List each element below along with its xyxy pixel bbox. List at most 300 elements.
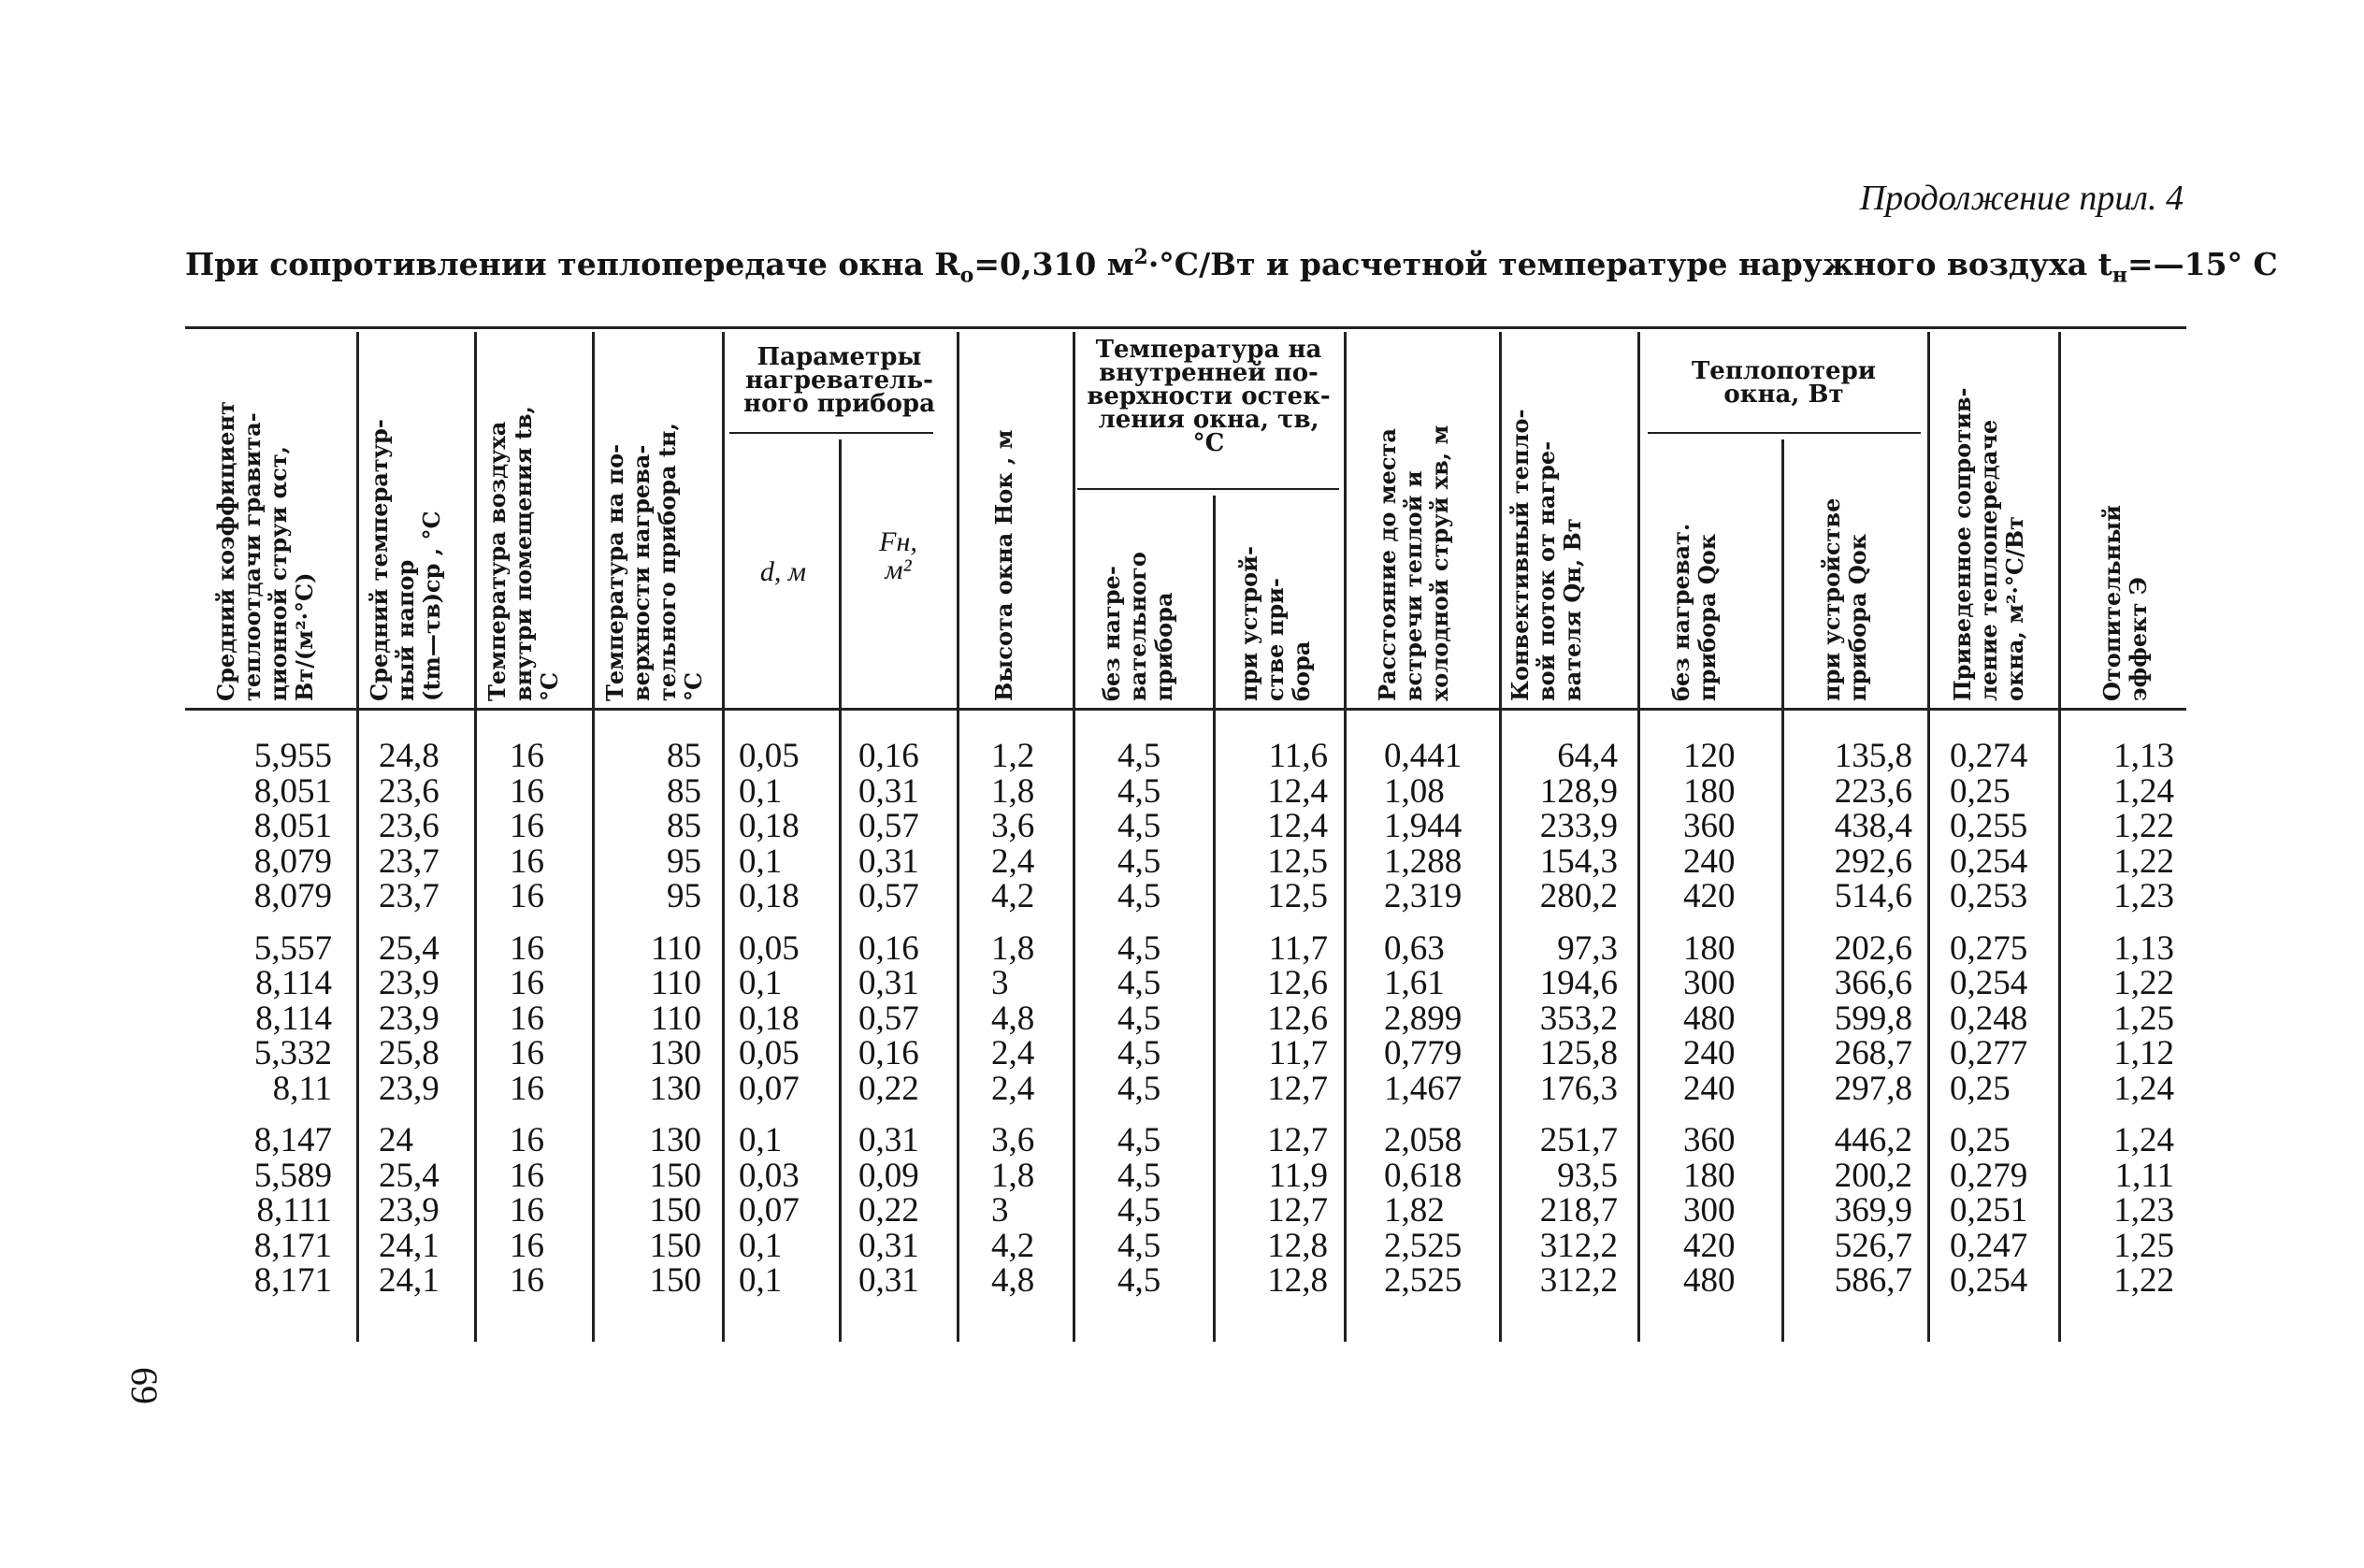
column-mean-temp-head [379,739,454,1316]
row-group [379,739,454,914]
table-cell: 0,254 [1950,964,2028,1002]
table-cell: 4,5 [1117,1034,1161,1072]
row-group [1950,739,2043,914]
table-cell: 5,955 [253,737,332,775]
row-group [991,1123,1057,1299]
column-heat-transfer-coef [201,739,332,1316]
table-cell: 95 [667,842,701,881]
table-cell: 280,2 [1539,877,1618,915]
table-cell: 292,6 [1834,842,1912,881]
row-group [1683,1123,1753,1299]
header-glass-temp-with-heater: при устрой- стве при- бора [1235,546,1315,701]
column-heater-d [739,739,828,1316]
header-heater-surface-temp: Температура на по- верхности нагрева- тельного прибора tн, °С [601,423,707,701]
table-cell: 240 [1683,842,1736,881]
table-cell: 24,1 [379,1226,440,1265]
table-cell: 8,114 [255,964,332,1002]
table-cell: 5,589 [253,1156,332,1195]
table-cell: 8,11 [272,1069,332,1108]
table-cell: 0,57 [858,877,919,915]
table-cell: 1,25 [2113,1226,2174,1265]
table-cell: 0,254 [1950,842,2028,881]
table-cell: 586,7 [1834,1261,1912,1300]
table-cell: 4,5 [1117,1226,1161,1265]
row-group [201,928,332,1108]
table-cell: 2,319 [1384,877,1463,915]
row-group [1805,928,1912,1108]
table-cell: 12,7 [1267,1191,1328,1230]
continuation-label: Продолжение прил. 4 [1859,179,2184,218]
table-cell: 128,9 [1539,771,1618,811]
header-loss-no-heater: без нагреват. прибора Qок [1667,523,1721,701]
table-cell: 25,8 [379,1034,440,1072]
table-cell: 251,7 [1539,1121,1618,1159]
table-cell: 0,1 [739,1261,783,1300]
table-cell: 5,332 [253,1034,332,1072]
table-cell: 11,9 [1268,1156,1328,1195]
table-cell: 0,09 [858,1156,919,1195]
header-jet-meeting-distance: Расстояние до места встречи теплой и холодной струй xв, м [1374,424,1453,701]
header-room-air-temp: Температура воздуха внутри помещения tв, °С [483,406,563,701]
header-group-glass-temp: Температура на внутренней по- верхности остек- ления окна, τв, °С [1087,336,1331,457]
row-group [1805,739,1912,914]
table-header [0,0,2364,711]
table-cell: 0,25 [1950,771,2011,811]
table-cell: 353,2 [1539,999,1618,1038]
table-cell: 1,61 [1384,964,1445,1002]
table-cell: 0,18 [739,807,800,845]
table-cell: 0,05 [739,928,800,968]
table-cell: 1,13 [2113,928,2174,968]
table-cell: 24,1 [379,1261,440,1300]
table-cell: 0,22 [858,1191,919,1230]
table-cell: 0,31 [858,771,919,811]
table-cell: 125,8 [1539,1034,1618,1072]
column-room-air-temp [510,739,556,1316]
table-cell: 4,2 [991,877,1035,915]
table-cell: 25,4 [379,928,440,968]
table-cell: 0,618 [1384,1156,1463,1195]
table-cell: 312,2 [1539,1261,1618,1300]
row-group [1117,928,1183,1108]
table-cell: 3,6 [991,1121,1035,1159]
table-cell: 1,24 [2113,1069,2174,1108]
table-cell: 438,4 [1834,807,1912,845]
table-cell: 480 [1683,1261,1736,1300]
table-cell: 0,63 [1384,928,1445,968]
table-cell: 11,7 [1268,928,1328,968]
table-cell: 8,114 [255,999,332,1038]
table-cell: 64,4 [1557,737,1618,775]
table-cell: 0,1 [739,842,783,881]
table-cell: 23,9 [379,999,440,1038]
table-cell: 8,051 [253,807,332,845]
table-cell: 1,944 [1384,807,1463,845]
table-cell: 16 [510,1261,544,1300]
header-heater-d: d, м [759,556,807,587]
table-cell: 218,7 [1539,1191,1618,1230]
table-cell: 4,8 [991,1261,1035,1300]
table-cell: 233,9 [1539,807,1618,845]
table-cell: 4,5 [1117,1069,1161,1108]
table-cell: 0,16 [858,737,919,775]
table-cell: 16 [510,1121,544,1159]
table-cell: 2,525 [1384,1261,1463,1300]
table-cell: 599,8 [1834,999,1912,1038]
table-cell: 1,13 [2113,737,2174,775]
table-cell: 4,5 [1117,877,1161,915]
table-cell: 1,23 [2113,877,2174,915]
table-cell: 97,3 [1557,928,1618,968]
table-cell: 1,22 [2113,964,2174,1002]
table-cell: 85 [667,771,701,811]
column-heater-f [858,739,947,1316]
table-cell: 4,5 [1117,771,1161,811]
row-group [201,739,332,914]
table-cell: 2,4 [991,1069,1035,1108]
table-cell: 3 [991,964,1009,1002]
table-cell: 0,18 [739,999,800,1038]
table-cell: 11,6 [1268,737,1328,775]
table-cell: 0,277 [1950,1034,2028,1072]
row-group [1384,739,1487,914]
table-cell: 16 [510,964,544,1002]
table-cell: 1,82 [1384,1191,1445,1230]
table-cell: 0,16 [858,1034,919,1072]
table-cell: 0,18 [739,877,800,915]
table-cell: 4,5 [1117,1261,1161,1300]
table-cell: 480 [1683,999,1736,1038]
table-cell: 0,441 [1384,737,1463,775]
row-group [510,739,556,914]
table-cell: 16 [510,1069,544,1108]
table-caption: При сопротивлении теплопередаче окна $R_о=0,310$ $м^2\cdot^\circ С/Вт$ и расчетной температуре наружного воздуха $t_н=—15^\circ$ С [185,245,2278,288]
column-jet-meeting-distance [1384,739,1487,1316]
table-cell: 180 [1683,771,1736,811]
row-group [510,1123,556,1299]
table-cell: 85 [667,807,701,845]
table-cell: 2,525 [1384,1226,1463,1265]
table-cell: 23,6 [379,771,440,811]
table-cell: 180 [1683,1156,1736,1195]
row-group [2104,1123,2174,1299]
table-cell: 0,22 [858,1069,919,1108]
table-cell: 16 [510,1034,544,1072]
row-group [622,739,701,914]
table-cell: 8,171 [253,1226,332,1265]
table-cell: 1,8 [991,771,1035,811]
table-cell: 4,8 [991,999,1035,1038]
table-cell: 0,255 [1950,807,2028,845]
column-heater-surface-temp [622,739,701,1316]
table-cell: 180 [1683,928,1736,968]
row-group [739,739,828,914]
table-cell: 446,2 [1834,1121,1912,1159]
table-cell: 1,22 [2113,807,2174,845]
table-cell: 4,5 [1117,1191,1161,1230]
table-cell: 0,31 [858,1226,919,1265]
table-cell: 2,899 [1384,999,1463,1038]
header-group-heat-loss: Теплопотери окна, Вт [1691,357,1877,409]
table-cell: 0,57 [858,807,919,845]
table-cell: 23,7 [379,842,440,881]
table-cell: 1,22 [2113,1261,2174,1300]
header-reduced-resistance: Приведенное сопротив- ление теплопередаче окна, м²·°С/Вт [1949,387,2028,701]
row-group [1515,928,1618,1108]
table-cell: 23,9 [379,1069,440,1108]
row-group [991,928,1057,1108]
table-cell: 24,8 [379,737,440,775]
table-cell: 130 [649,1121,701,1159]
table-cell: 16 [510,1191,544,1230]
table-cell: 0,03 [739,1156,800,1195]
column-loss-no-heater [1683,739,1753,1316]
table-cell: 8,147 [253,1121,332,1159]
column-loss-with-heater [1805,739,1912,1316]
table-cell: 0,251 [1950,1191,2028,1230]
table-cell: 154,3 [1539,842,1618,881]
table-cell: 12,4 [1267,771,1328,811]
header-convective-flow: Конвективный тепло- вой поток от нагре- вателя Qн, Вт [1506,409,1586,701]
row-group [1244,739,1328,914]
table-cell: 0,247 [1950,1226,2028,1265]
table-cell: 16 [510,999,544,1038]
column-window-height [991,739,1057,1316]
table-cell: 1,467 [1384,1069,1463,1108]
table-cell: 4,5 [1117,842,1161,881]
row-group [1384,1123,1487,1299]
row-group [379,1123,454,1299]
table-cell: 93,5 [1557,1156,1618,1195]
table-cell: 150 [649,1191,701,1230]
table-cell: 4,5 [1117,964,1161,1002]
table-cell: 1,22 [2113,842,2174,881]
row-group [858,928,947,1108]
table-cell: 4,5 [1117,928,1161,968]
table-cell: 0,31 [858,842,919,881]
table-cell: 3 [991,1191,1009,1230]
table-cell: 1,8 [991,1156,1035,1195]
row-group [1683,739,1753,914]
table-cell: 0,253 [1950,877,2028,915]
table-cell: 12,5 [1267,877,1328,915]
row-group [1950,928,2043,1108]
table-cell: 1,24 [2113,1121,2174,1159]
table-cell: 0,07 [739,1069,800,1108]
column-heating-effect [2104,739,2174,1316]
table-cell: 4,5 [1117,737,1161,775]
row-group [510,928,556,1108]
table-cell: 300 [1683,964,1736,1002]
row-group [2104,739,2174,914]
table-cell: 0,1 [739,964,783,1002]
row-group [622,1123,701,1299]
table-cell: 8,171 [253,1261,332,1300]
table-cell: 4,2 [991,1226,1035,1265]
table-cell: 16 [510,1226,544,1265]
row-group [1117,739,1183,914]
table-cell: 12,4 [1267,807,1328,845]
table-cell: 16 [510,807,544,845]
table-cell: 1,23 [2113,1191,2174,1230]
table-cell: 8,079 [253,842,332,881]
table-cell: 23,6 [379,807,440,845]
header-window-height: Высота окна Нок , м [990,429,1017,701]
table-cell: 0,07 [739,1191,800,1230]
row-group [1117,1123,1183,1299]
table-cell: 2,058 [1384,1121,1463,1159]
table-cell: 420 [1683,1226,1736,1265]
table-cell: 24 [379,1121,413,1159]
table-cell: 4,5 [1117,999,1161,1038]
row-group [739,928,828,1108]
row-group [2104,928,2174,1108]
table-cell: 120 [1683,737,1736,775]
table-cell: 0,248 [1950,999,2028,1038]
row-group [379,928,454,1108]
table-cell: 16 [510,1156,544,1195]
table-cell: 8,079 [253,877,332,915]
table-cell: 1,08 [1384,771,1445,811]
table-cell: 12,5 [1267,842,1328,881]
table-cell: 16 [510,928,544,968]
header-heater-f: Fн, м² [879,526,917,585]
table-cell: 0,1 [739,1226,783,1265]
table-cell: 4,5 [1117,807,1161,845]
column-convective-flow [1515,739,1618,1316]
header-heat-transfer-coef: Средний коэффициент теплоотдачи гравита- ционной струи αст, Вт/(м²·°С) [212,401,318,701]
table-cell: 11,7 [1268,1034,1328,1072]
table-cell: 23,9 [379,1191,440,1230]
table-cell: 16 [510,842,544,881]
row-group [858,739,947,914]
table-cell: 0,279 [1950,1156,2028,1195]
table-cell: 150 [649,1156,701,1195]
table-cell: 23,7 [379,877,440,915]
table-cell: 12,7 [1267,1121,1328,1159]
table-cell: 3,6 [991,807,1035,845]
row-group [1244,1123,1328,1299]
table-cell: 0,31 [858,964,919,1002]
table-cell: 8,051 [253,771,332,811]
table-cell: 360 [1683,1121,1736,1159]
header-heating-effect: Отопительный эффект Э [2098,505,2152,701]
table-cell: 1,24 [2113,771,2174,811]
table-cell: 110 [650,928,701,968]
table-cell: 176,3 [1539,1069,1618,1108]
table-cell: 526,7 [1834,1226,1912,1265]
row-group [1805,1123,1912,1299]
table-cell: 4,5 [1117,1156,1161,1195]
table-cell: 16 [510,737,544,775]
table-cell: 0,779 [1384,1034,1463,1072]
table-cell: 1,2 [991,737,1035,775]
column-reduced-resistance [1950,739,2043,1316]
row-group [991,739,1057,914]
table-cell: 23,9 [379,964,440,1002]
header-group-heater-params: Параметры нагреватель- ного прибора [743,343,935,418]
table-cell: 0,1 [739,1121,783,1159]
table-cell: 2,4 [991,1034,1035,1072]
table-cell: 4,5 [1117,1121,1161,1159]
header-loss-with-heater: при устройстве прибора Qок [1818,497,1871,701]
table-cell: 0,274 [1950,737,2028,775]
table-cell: 25,4 [379,1156,440,1195]
table-cell: 194,6 [1539,964,1618,1002]
row-group [1384,928,1487,1108]
table-cell: 0,05 [739,737,800,775]
table-cell: 12,7 [1267,1069,1328,1108]
table-cell: 150 [649,1226,701,1265]
table-cell: 150 [649,1261,701,1300]
table-cell: 12,8 [1267,1226,1328,1265]
table-cell: 5,557 [253,928,332,968]
table-cell: 514,6 [1834,877,1912,915]
row-group [1515,1123,1618,1299]
table-cell: 8,111 [256,1191,332,1230]
table-cell: 0,31 [858,1121,919,1159]
row-group [858,1123,947,1299]
table-cell: 16 [510,771,544,811]
header-mean-temp-head: Средний температур- ный напор (tm—τв)ср , °С [366,419,445,701]
table-cell: 95 [667,877,701,915]
table-cell: 16 [510,877,544,915]
table-cell: 1,12 [2113,1034,2174,1072]
table-cell: 202,6 [1834,928,1912,968]
table-cell: 360 [1683,807,1736,845]
table-cell: 110 [650,999,701,1038]
header-glass-temp-no-heater: без нагре- вательного прибора [1098,552,1177,701]
table-cell: 135,8 [1834,737,1912,775]
table-cell: 1,25 [2113,999,2174,1038]
column-glass-temp-no-heater [1117,739,1183,1316]
table-cell: 0,05 [739,1034,800,1072]
table-cell: 12,6 [1267,999,1328,1038]
page-number: 69 [123,1367,166,1404]
table-cell: 130 [649,1069,701,1108]
table-cell: 366,6 [1834,964,1912,1002]
table-cell: 312,2 [1539,1226,1618,1265]
table-cell: 0,254 [1950,1261,2028,1300]
table-cell: 110 [650,964,701,1002]
table-cell: 268,7 [1834,1034,1912,1072]
table-cell: 300 [1683,1191,1736,1230]
table-cell: 240 [1683,1069,1736,1108]
table-cell: 1,8 [991,928,1035,968]
table-cell: 0,31 [858,1261,919,1300]
row-group [201,1123,332,1299]
table-cell: 223,6 [1834,771,1912,811]
table-cell: 240 [1683,1034,1736,1072]
table-cell: 12,8 [1267,1261,1328,1300]
table-cell: 0,25 [1950,1121,2011,1159]
table-cell: 0,275 [1950,928,2028,968]
row-group [1244,928,1328,1108]
table-cell: 0,16 [858,928,919,968]
table-cell: 12,6 [1267,964,1328,1002]
row-group [1683,928,1753,1108]
table-cell: 420 [1683,877,1736,915]
table-cell: 85 [667,737,701,775]
table-cell: 130 [649,1034,701,1072]
table-cell: 297,8 [1834,1069,1912,1108]
table-cell: 0,57 [858,999,919,1038]
table-cell: 1,288 [1384,842,1463,881]
table-cell: 2,4 [991,842,1035,881]
column-glass-temp-with-heater [1244,739,1328,1316]
table-cell: 0,1 [739,771,783,811]
table-cell: 200,2 [1834,1156,1912,1195]
